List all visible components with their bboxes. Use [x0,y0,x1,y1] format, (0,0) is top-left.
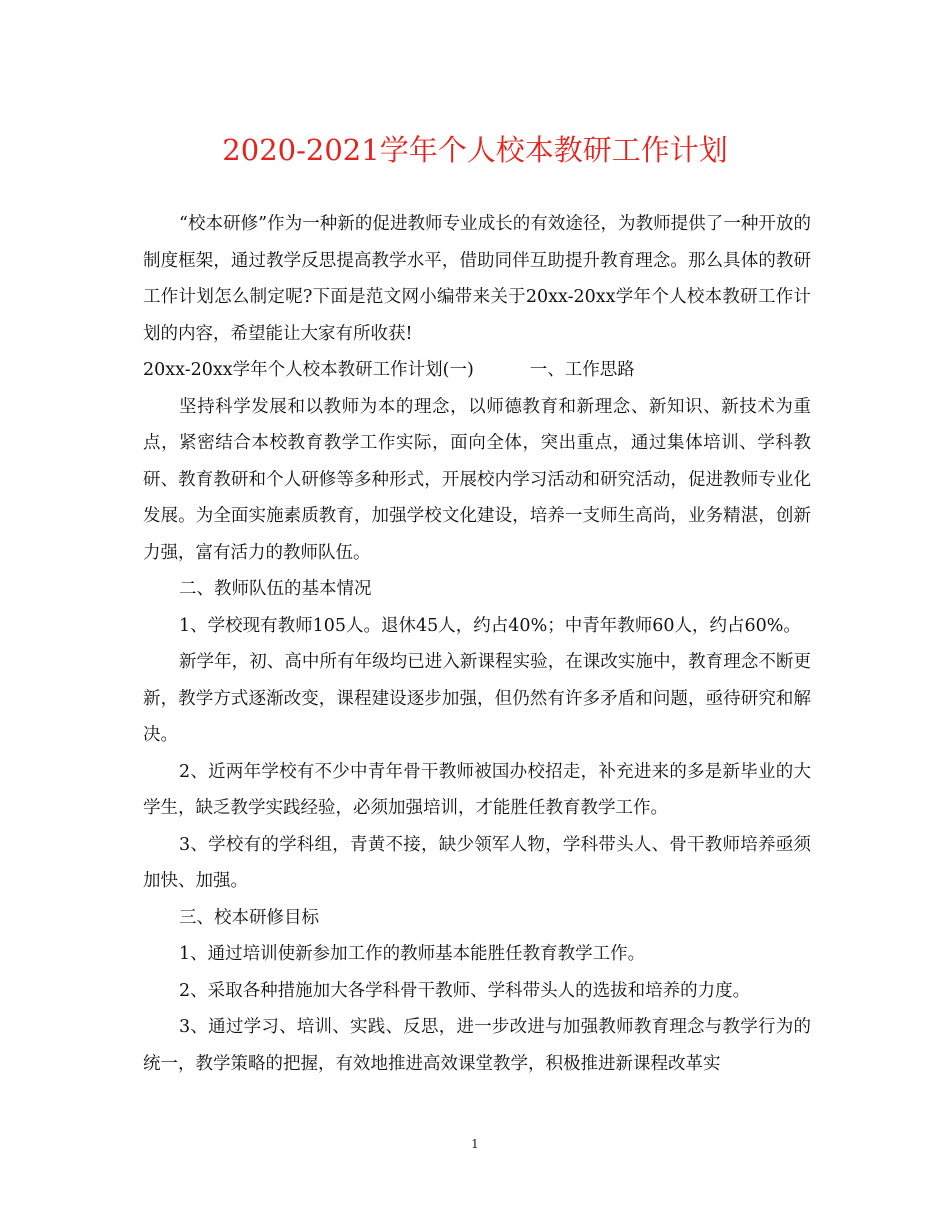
staff-status-item-1: 1、学校现有教师105人。退休45人，约占40%；中青年教师60人，约占60%。 [179,615,801,636]
intro-paragraph: “校本研修”作为一种新的促进教师专业成长的有效途径，为教师提供了一种开放的制度框架，通过教学反思提高教学水平，借助同伴互助提升教育理念。那么具体的教研工作计划怎么制定呢?下面是范文网小编带来关于20xx-20xx学年个人校本教研工作计划的内容，希望能让大家有所收获! [143,214,811,344]
document-title: 2020-2021学年个人校本教研工作计划 [222,133,728,167]
page-number: 1 [471,1137,479,1151]
goal-item-2: 2、采取各种措施加大各学科骨干教师、学科带头人的选拔和培养的力度。 [179,980,751,1001]
plan-heading: 20xx-20xx学年个人校本教研工作计划(一) [143,360,474,380]
section-title-staff-status: 二、教师队伍的基本情况 [179,579,372,599]
staff-status-item-2: 新学年，初、高中所有年级均已进入新课程实验，在课改实施中，教育理念不断更新，教学方式逐渐改变，课程建设逐步加强，但仍然有许多矛盾和问题，亟待研究和解决。 [143,652,811,745]
document-body [143,206,811,1082]
section-title-work-approach: 一、工作思路 [529,360,635,380]
section-paragraph-work-approach: 坚持科学发展和以教师为本的理念，以师德教育和新理念、新知识、新技术为重点，紧密结合本校教育教学工作实际，面向全体，突出重点，通过集体培训、学科教研、教育教研和个人研修等多种形式，开展校内学习活动和研究活动，促进教师专业化发展。为全面实施素质教育，加强学校文化建设，培养一支师生高尚，业务精湛，创新力强，富有活力的教师队伍。 [143,396,811,563]
goal-item-3: 3、通过学习、培训、实践、反思，进一步改进与加强教师教育理念与教学行为的统一，教学策略的把握，有效地推进高效课堂教学，积极推进新课程改革实 [143,1017,811,1074]
staff-status-item-3: 2、近两年学校有不少中青年骨干教师被国办校招走，补充进来的多是新毕业的大学生，缺乏教学实践经验，必须加强培训，才能胜任教育教学工作。 [143,761,811,818]
section-title-goals: 三、校本研修目标 [179,907,319,928]
staff-status-item-4: 3、学校有的学科组，青黄不接，缺少领军人物，学科带头人、骨干教师培养亟须加快、加强。 [143,834,811,891]
goal-item-1: 1、通过培训使新参加工作的教师基本能胜任教育教学工作。 [179,944,646,964]
plan-heading-line [143,352,811,389]
